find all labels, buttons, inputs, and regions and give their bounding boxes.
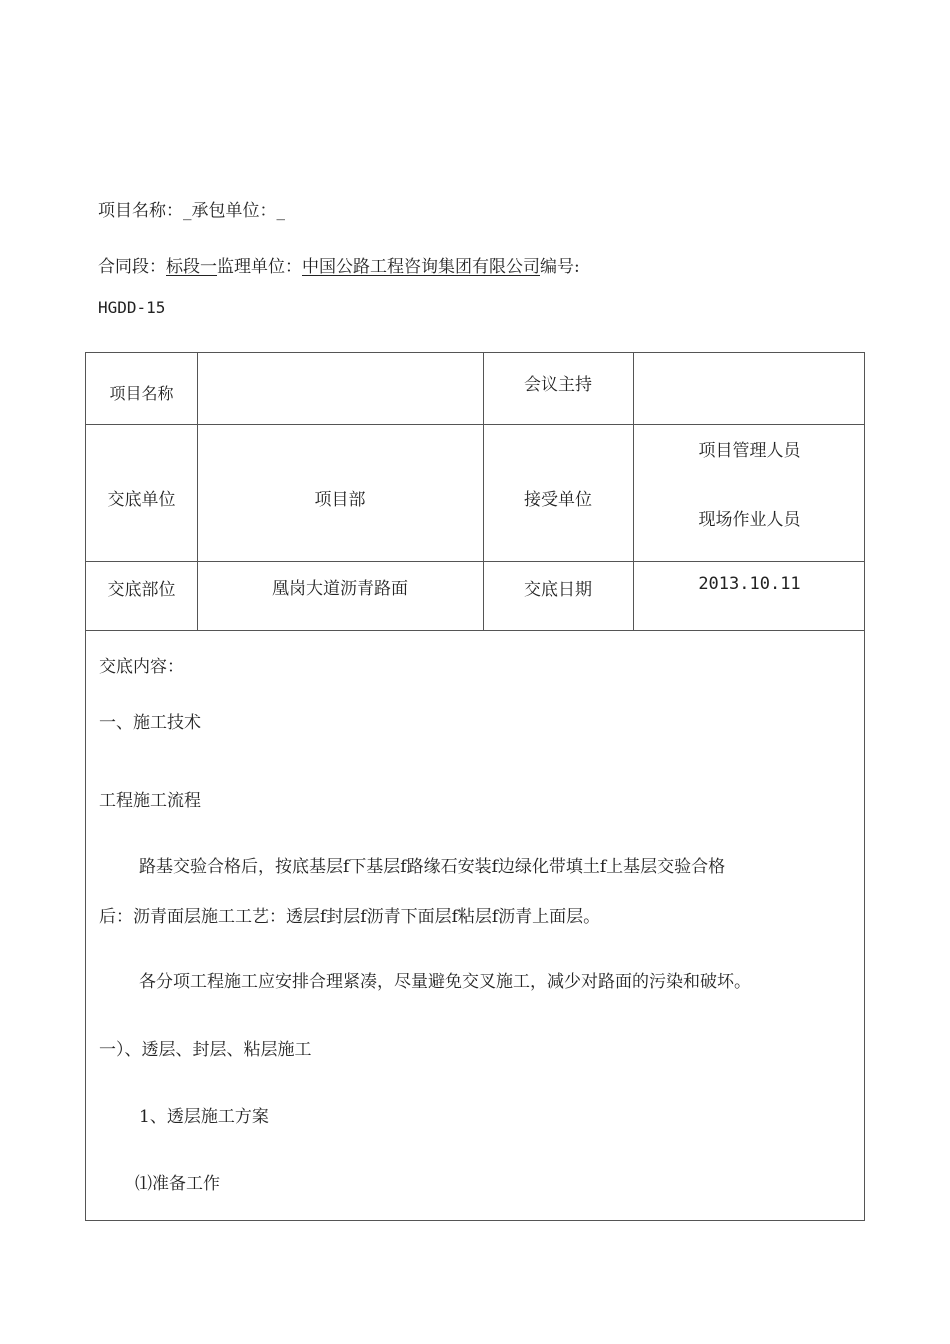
document-code: HGDD-15 [98,298,166,317]
code-label: 编号: [540,257,580,277]
flow-paragraph-line-2: 后：沥青面层施工工艺：透层f封层f沥青下面层f粘层f沥青上面层。 [99,907,601,927]
supervisor-value: 中国公路工程咨询集团有限公司 [302,257,540,277]
content-heading: 交底内容： [99,657,184,677]
receiving-unit-value-1: 项目管理人员 [698,441,801,461]
supervisor-label: 监理单位： [217,257,302,277]
project-name-label: 项目名称： [98,201,183,221]
project-name-blank: _ [183,201,192,221]
meeting-host-label: 会议主持 [524,375,592,395]
briefing-table [85,352,865,1221]
header-line-2 [98,252,580,277]
header-line-1 [98,196,285,221]
construction-flow-title: 工程施工流程 [99,791,201,811]
briefing-unit-value: 项目部 [314,490,366,510]
briefing-unit-label: 交底单位 [107,490,176,510]
section-construction-technology: 一、施工技术 [99,713,201,733]
table-divider [86,424,864,425]
subsection-layers: 一）、透层、封层、粘层施工 [99,1040,312,1060]
briefing-date-value: 2013.10.11 [698,574,801,594]
item-preparation: ⑴准备工作 [135,1174,220,1194]
flow-paragraph-line-1: 路基交验合格后，按底基层f下基层f路缘石安装f边绿化带填土f上基层交验合格 [139,857,726,877]
contractor-blank: _ [276,201,285,221]
contract-section-value: 标段一 [166,257,217,277]
briefing-location-label: 交底部位 [107,580,176,600]
item-prime-coat-plan: 1、透层施工方案 [139,1107,269,1127]
table-divider [86,561,864,562]
table-divider [86,630,864,631]
receiving-unit-label: 接受单位 [524,490,592,510]
receiving-unit-value-2: 现场作业人员 [698,510,801,530]
contract-section-label: 合同段： [98,257,166,277]
contractor-label: 承包单位： [191,201,277,221]
briefing-date-label: 交底日期 [524,580,592,600]
arrangement-paragraph: 各分项工程施工应安排合理紧凑，尽量避免交叉施工，减少对路面的污染和破坏。 [139,972,751,992]
project-name-cell-label: 项目名称 [109,384,174,403]
briefing-location-value: 凰岗大道沥青路面 [272,579,408,599]
